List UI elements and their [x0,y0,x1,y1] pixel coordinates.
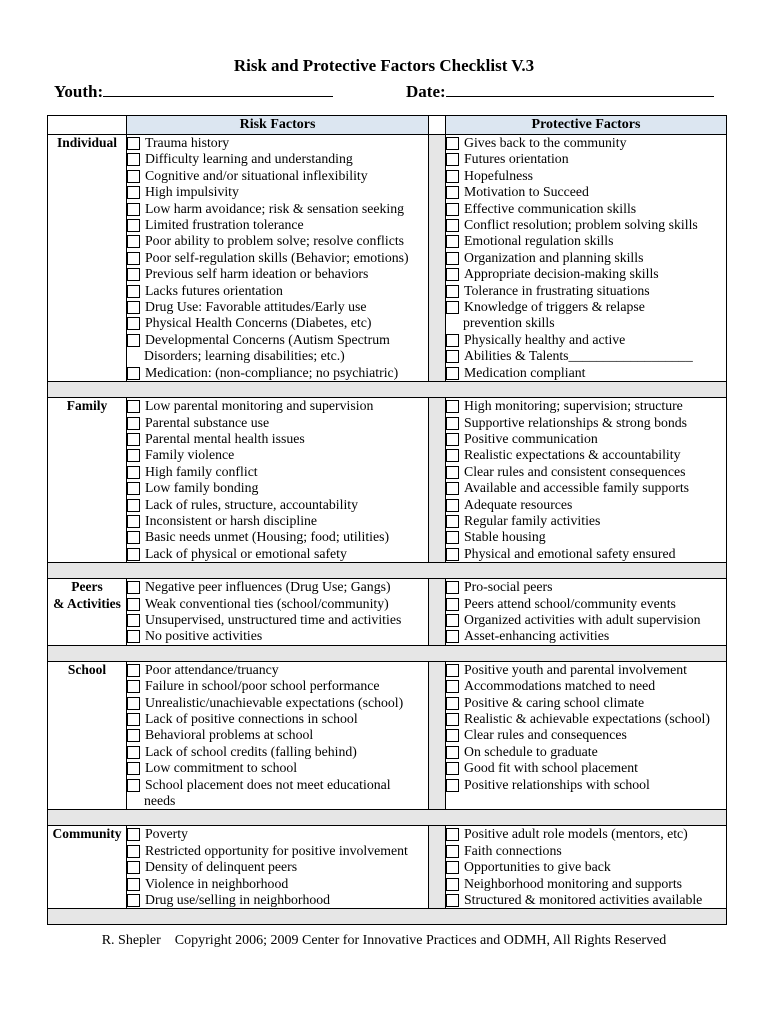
spacer-cell [48,645,727,661]
document-title: Risk and Protective Factors Checklist V.3 [233,56,535,75]
risk-factor-item [127,168,428,184]
checkbox[interactable] [446,137,459,150]
checkbox[interactable] [127,317,140,330]
risk-factor-item [127,266,428,282]
checkbox[interactable] [127,186,140,199]
risk-factor-item [127,415,428,431]
protective-factor-item [446,135,726,151]
checkbox[interactable] [446,861,459,874]
protective-factor-label: Structured & monitored activities available [464,892,703,908]
risk-factor-label: Lack of physical or emotional safety [145,545,347,561]
section-row-individual [48,135,727,382]
checkbox[interactable] [127,894,140,907]
checkbox[interactable] [446,170,459,183]
risk-factor-item [127,859,428,875]
checkbox[interactable] [446,301,459,314]
risk-factor-label: Lacks futures orientation [145,282,283,298]
checkbox[interactable] [127,466,140,479]
protective-factor-item [446,843,726,859]
protective-factor-item [446,892,726,908]
copyright-footer: R. Shepler Copyright 2006; 2009 Center for Innovative Practices and ODMH, All Rights Reserved [101,933,667,948]
protective-factor-item [446,579,726,595]
checkbox[interactable] [446,845,459,858]
protective-factor-label: Positive communication [464,430,598,446]
risk-factor-label: Behavioral problems at school [145,727,314,743]
checkbox[interactable] [127,779,140,792]
section-name: Peers & Activities [48,579,127,646]
risk-factor-label: Lack of school credits (falling behind) [145,743,357,759]
protective-factor-item [446,464,726,480]
checkbox[interactable] [127,285,140,298]
checkbox[interactable] [446,713,459,726]
risk-factor-item [127,398,428,414]
risk-factor-label: Low harm avoidance; risk & sensation seeking [145,200,405,216]
protective-factor-item [446,348,726,364]
risk-factor-item [127,447,428,463]
checkbox[interactable] [127,137,140,150]
spacer-cell [48,909,727,925]
protective-factor-item [446,283,726,299]
protective-factor-item [446,365,726,381]
risk-factor-label: Poor self-regulation skills (Behavior; emotions) [145,249,409,265]
risk-factors-list [127,398,429,563]
checkbox[interactable] [446,729,459,742]
protective-factor-item [446,826,726,842]
section-name: School [48,661,127,810]
checkbox[interactable] [127,630,140,643]
checkbox[interactable] [446,334,459,347]
risk-factor-label: Parental mental health issues [145,430,305,446]
checkbox[interactable] [127,878,140,891]
section-spacer-row [48,810,727,826]
checkbox[interactable] [446,664,459,677]
protective-factor-item [446,299,726,332]
risk-factor-label: Basic needs unmet (Housing; food; utilities) [145,529,390,545]
checkbox[interactable] [127,861,140,874]
protective-factor-label: Positive youth and parental involvement [464,661,688,677]
checkbox[interactable] [127,515,140,528]
protective-factor-item [446,480,726,496]
section-name: Community [48,826,127,909]
protective-factor-item [446,662,726,678]
checkbox[interactable] [127,400,140,413]
checkbox[interactable] [446,186,459,199]
divider-cell [429,135,446,382]
protective-factor-label: Medication compliant [464,364,586,380]
checkbox[interactable] [127,762,140,775]
protective-factor-label: Emotional regulation skills [464,233,614,249]
risk-factor-label: High impulsivity [145,184,239,200]
risk-factor-label: Drug Use: Favorable attitudes/Early use [145,299,367,315]
header-divider-cell [429,116,446,135]
risk-factor-item [127,843,428,859]
risk-factor-label: Restricted opportunity for positive involvement [145,842,408,858]
protective-factor-label: Adequate resources [464,496,573,512]
risk-factor-item [127,250,428,266]
youth-field [54,80,333,102]
protective-factor-label: Tolerance in frustrating situations [464,282,650,298]
checkbox[interactable] [446,449,459,462]
risk-factors-list [127,579,429,646]
risk-factors-header: Risk Factors [127,116,429,135]
risk-factor-label: Developmental Concerns (Autism Spectrum [145,331,390,347]
risk-factor-label-continuation: needs [144,793,176,809]
protective-factor-label: Abilities & Talents__________________ [464,348,693,364]
risk-factor-item [127,513,428,529]
risk-factor-label: Low commitment to school [145,760,298,776]
protective-factors-list [446,398,727,563]
risk-factor-item [127,332,428,365]
protective-factors-list [446,661,727,810]
risk-factor-item [127,579,428,595]
checkbox[interactable] [446,466,459,479]
checkbox[interactable] [446,367,459,380]
risk-factor-label: High family conflict [145,463,258,479]
checkbox[interactable] [127,268,140,281]
protective-factor-label: Conflict resolution; problem solving skills [464,217,698,233]
risk-factor-label: Medication: (non-compliance; no psychiatric) [145,364,399,380]
risk-factor-label: Violence in neighborhood [145,875,289,891]
section-row-community [48,826,727,909]
risk-factor-label: Difficulty learning and understanding [145,151,353,167]
protective-factor-item [446,727,726,743]
protective-factor-item [446,546,726,562]
checkbox[interactable] [127,499,140,512]
checkbox[interactable] [446,894,459,907]
section-name: Individual [48,135,127,382]
risk-factor-item [127,431,428,447]
risk-factor-item [127,892,428,908]
risk-factor-label: Limited frustration tolerance [145,217,304,233]
checkbox[interactable] [446,515,459,528]
checkbox[interactable] [127,367,140,380]
checkbox[interactable] [127,614,140,627]
risk-factor-item [127,760,428,776]
checkbox[interactable] [446,746,459,759]
section-spacer-row [48,645,727,661]
protective-factor-label: Appropriate decision-making skills [464,266,659,282]
section-spacer-row [48,563,727,579]
checkbox[interactable] [446,680,459,693]
risk-factor-item [127,365,428,381]
protective-factor-label: Physically healthy and active [464,331,626,347]
checkbox[interactable] [127,449,140,462]
checkbox[interactable] [446,878,459,891]
checkbox[interactable] [127,334,140,347]
risk-factor-label: Trauma history [145,135,230,150]
protective-factor-label-continuation: prevention skills [463,315,555,331]
protective-factor-label: Positive relationships with school [464,776,650,792]
protective-factor-label: Realistic expectations & accountability [464,447,681,463]
protective-factors-list [446,135,727,382]
protective-factor-item [446,415,726,431]
checkbox[interactable] [446,697,459,710]
checkbox[interactable] [127,433,140,446]
checkbox[interactable] [446,548,459,561]
risk-factor-item [127,662,428,678]
protective-factor-label: Regular family activities [464,512,601,528]
risk-factor-label: Poor attendance/truancy [145,661,279,677]
risk-factor-label: No positive activities [145,628,263,644]
risk-factor-label: Low family bonding [145,480,259,496]
checkbox[interactable] [446,779,459,792]
protective-factor-item [446,431,726,447]
section-row-family [48,398,727,563]
checkbox[interactable] [127,170,140,183]
risk-factor-label: Low parental monitoring and supervision [145,398,374,414]
risk-factor-item [127,184,428,200]
risk-factor-item [127,201,428,217]
protective-factor-label: Stable housing [464,529,546,545]
checkbox[interactable] [446,417,459,430]
protective-factor-label: Knowledge of triggers & relapse [464,299,645,315]
divider-cell [429,398,446,563]
checkbox[interactable] [446,598,459,611]
spacer-cell [48,382,727,398]
risk-factor-label: Negative peer influences (Drug Use; Gangs) [145,579,391,595]
risk-factor-label: Poverty [145,826,188,842]
risk-factor-item [127,711,428,727]
risk-factor-item [127,695,428,711]
risk-factor-item [127,135,428,151]
checkbox[interactable] [446,762,459,775]
risk-factor-label: School placement does not meet educational [145,776,391,792]
checkbox[interactable] [446,614,459,627]
youth-label: Youth: [54,82,104,101]
protective-factor-label: Asset-enhancing activities [464,628,610,644]
protective-factors-list [446,826,727,909]
section-row-peers-activities [48,579,727,646]
section-spacer-row [48,909,727,925]
checkbox[interactable] [127,235,140,248]
protective-factor-item [446,332,726,348]
risk-factor-item [127,464,428,480]
risk-factors-list [127,135,429,382]
checkbox[interactable] [127,252,140,265]
section-name: Family [48,398,127,563]
risk-factor-item [127,727,428,743]
checkbox[interactable] [127,301,140,314]
protective-factor-item [446,859,726,875]
protective-factor-item [446,250,726,266]
checkbox[interactable] [446,499,459,512]
checkbox[interactable] [127,598,140,611]
protective-factor-label: Gives back to the community [464,135,627,150]
checkbox[interactable] [127,482,140,495]
protective-factor-item [446,529,726,545]
checkbox[interactable] [127,153,140,166]
protective-factor-item [446,151,726,167]
protective-factor-label: Pro-social peers [464,579,553,595]
protective-factor-item [446,447,726,463]
checkbox[interactable] [446,252,459,265]
checkbox[interactable] [127,548,140,561]
protective-factor-item [446,628,726,644]
divider-cell [429,661,446,810]
protective-factor-item [446,497,726,513]
protective-factor-item [446,398,726,414]
risk-factor-item [127,628,428,644]
section-row-school [48,661,727,810]
protective-factor-label: Hopefulness [464,167,533,183]
protective-factor-item [446,744,726,760]
risk-factor-label: Weak conventional ties (school/community) [145,595,389,611]
checkbox[interactable] [446,285,459,298]
risk-factors-list [127,826,429,909]
checkbox[interactable] [127,828,140,841]
protective-factor-item [446,760,726,776]
protective-factor-item [446,695,726,711]
date-field [406,80,714,102]
checkbox[interactable] [127,713,140,726]
checkbox[interactable] [127,697,140,710]
header-category-cell [48,116,127,135]
risk-factor-item [127,480,428,496]
protective-factor-item [446,184,726,200]
youth-input-line[interactable] [103,80,333,97]
checkbox[interactable] [127,581,140,594]
risk-factor-item [127,497,428,513]
risk-factor-item [127,596,428,612]
checkbox[interactable] [446,350,459,363]
checkbox[interactable] [446,433,459,446]
risk-factor-item [127,217,428,233]
risk-factor-label: Poor ability to problem solve; resolve conflicts [145,233,405,249]
checkbox[interactable] [127,746,140,759]
protective-factor-label: Good fit with school placement [464,760,638,776]
protective-factor-label: Positive & caring school climate [464,694,645,710]
checkbox[interactable] [446,219,459,232]
protective-factors-header: Protective Factors [446,116,727,135]
protective-factor-label: Clear rules and consequences [464,727,627,743]
risk-factor-label: Failure in school/poor school performance [145,678,380,694]
protective-factors-list [446,579,727,646]
risk-factor-item [127,678,428,694]
checkbox[interactable] [127,531,140,544]
divider-cell [429,826,446,909]
spacer-cell [48,810,727,826]
protective-factor-label: Organized activities with adult supervision [464,611,701,627]
protective-factor-label: Realistic & achievable expectations (school) [464,711,710,726]
risk-factor-item [127,299,428,315]
risk-factor-item [127,233,428,249]
protective-factor-label: Accommodations matched to need [464,678,656,694]
risk-factor-item [127,151,428,167]
checkbox[interactable] [446,581,459,594]
protective-factor-item [446,777,726,793]
header-row [48,116,727,135]
risk-factor-item [127,546,428,562]
checkbox[interactable] [446,482,459,495]
checkbox[interactable] [127,729,140,742]
protective-factor-label: Faith connections [464,842,562,858]
checklist-table [47,115,727,925]
risk-factor-label-continuation: Disorders; learning disabilities; etc.) [144,348,345,364]
protective-factor-item [446,201,726,217]
risk-factor-label: Physical Health Concerns (Diabetes, etc) [145,315,372,331]
checkbox[interactable] [446,153,459,166]
spacer-cell [48,563,727,579]
checkbox[interactable] [446,531,459,544]
protective-factor-label: Clear rules and consistent consequences [464,463,686,479]
protective-factor-label: Supportive relationships & strong bonds [464,414,688,430]
risk-factor-item [127,612,428,628]
protective-factor-label: Available and accessible family supports [464,480,690,496]
section-spacer-row [48,382,727,398]
risk-factor-item [127,876,428,892]
protective-factor-label: Futures orientation [464,151,569,167]
risk-factor-item [127,283,428,299]
protective-factor-label: On schedule to graduate [464,743,598,759]
protective-factor-item [446,168,726,184]
risk-factors-list [127,661,429,810]
risk-factor-label: Parental substance use [145,414,270,430]
protective-factor-label: High monitoring; supervision; structure [464,398,683,414]
checkbox[interactable] [127,203,140,216]
protective-factor-label: Effective communication skills [464,200,637,216]
checkbox[interactable] [127,664,140,677]
checkbox[interactable] [446,203,459,216]
checkbox[interactable] [127,845,140,858]
date-label: Date: [406,82,446,101]
risk-factor-label: Lack of rules, structure, accountability [145,496,359,512]
protective-factor-item [446,217,726,233]
risk-factor-item [127,744,428,760]
risk-factor-label: Density of delinquent peers [145,859,298,875]
protective-factor-item [446,711,726,727]
risk-factor-label: Family violence [145,447,235,463]
protective-factor-item [446,612,726,628]
checkbox[interactable] [446,828,459,841]
protective-factor-label: Peers attend school/community events [464,595,676,611]
protective-factor-label: Organization and planning skills [464,249,644,265]
risk-factor-item [127,315,428,331]
protective-factor-item [446,876,726,892]
risk-factor-label: Lack of positive connections in school [145,711,358,726]
protective-factor-label: Physical and emotional safety ensured [464,545,676,561]
risk-factor-label: Cognitive and/or situational inflexibility [145,167,368,183]
risk-factor-label: Previous self harm ideation or behaviors [145,266,369,282]
checkbox[interactable] [127,417,140,430]
checkbox[interactable] [446,630,459,643]
protective-factor-item [446,266,726,282]
protective-factor-item [446,596,726,612]
checkbox[interactable] [446,235,459,248]
risk-factor-item [127,529,428,545]
protective-factor-label: Motivation to Succeed [464,184,589,200]
risk-factor-label: Unsupervised, unstructured time and activities [145,611,402,627]
checkbox[interactable] [446,268,459,281]
checkbox[interactable] [127,219,140,232]
protective-factor-label: Positive adult role models (mentors, etc) [464,826,688,842]
risk-factor-label: Drug use/selling in neighborhood [145,892,331,908]
divider-cell [429,579,446,646]
protective-factor-label: Opportunities to give back [464,859,611,875]
protective-factor-label: Neighborhood monitoring and supports [464,875,683,891]
protective-factor-item [446,678,726,694]
risk-factor-item [127,826,428,842]
protective-factor-item [446,233,726,249]
risk-factor-label: Inconsistent or harsh discipline [145,512,318,528]
checkbox[interactable] [446,400,459,413]
checkbox[interactable] [127,680,140,693]
risk-factor-label: Unrealistic/unachievable expectations (school) [145,694,404,710]
date-input-line[interactable] [446,80,714,97]
protective-factor-item [446,513,726,529]
risk-factor-item [127,777,428,810]
